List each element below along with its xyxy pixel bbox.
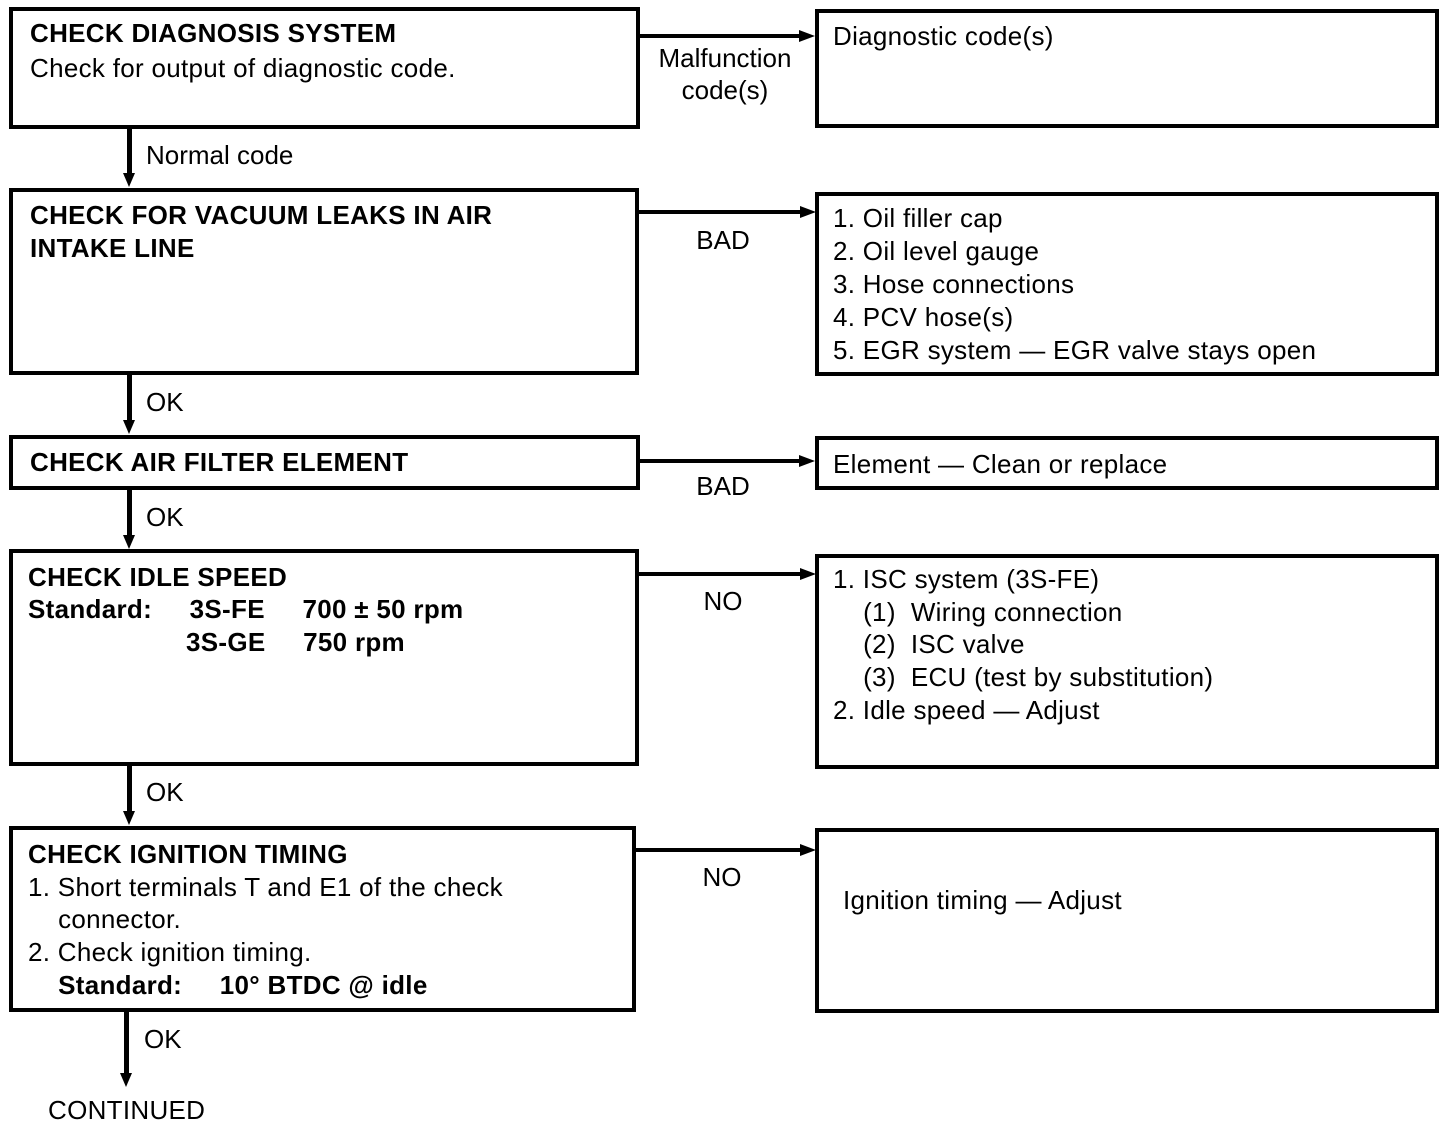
step-3-fail-connector (640, 459, 800, 463)
step-1-fail-arrowhead (799, 30, 815, 42)
step-2-pass-connector (127, 375, 132, 422)
step-2-fail-action-line-3: 3. Hose connections (833, 269, 1075, 299)
step-4-pass-label: OK (146, 777, 184, 807)
step-4-body-line-2: 3S-GE 750 rpm (28, 627, 405, 657)
step-2-pass-arrowhead (123, 420, 135, 434)
step-2-title: CHECK FOR VACUUM LEAKS IN AIR INTAKE LINE (30, 200, 493, 263)
step-5-body-line-3: 2. Check ignition timing. (28, 937, 312, 967)
step-3-pass-connector (127, 490, 132, 537)
step-1-body-line-1: Check for output of diagnostic code. (30, 53, 456, 83)
step-2-fail-action-line-2: 2. Oil level gauge (833, 236, 1040, 266)
step-5-fail-connector (636, 848, 801, 852)
step-1-pass-arrowhead (123, 173, 135, 187)
continued-label: CONTINUED (48, 1095, 206, 1125)
step-3-pass-label: OK (146, 502, 184, 532)
step-5-body-line-1: 1. Short terminals T and E1 of the check (28, 872, 503, 902)
step-5-fail-arrowhead (800, 844, 816, 856)
step-4-fail-connector (639, 572, 801, 576)
step-5-title: CHECK IGNITION TIMING (28, 839, 348, 869)
step-5-fail-action-line-1: Ignition timing — Adjust (843, 885, 1122, 915)
step-4-fail-action-line-5: 2. Idle speed — Adjust (833, 695, 1100, 725)
step-5-body-line-2: connector. (28, 904, 182, 934)
step-5-pass-arrowhead (120, 1073, 132, 1087)
step-3-fail-action-line-1: Element — Clean or replace (833, 449, 1168, 479)
step-4-body-line-1: Standard: 3S-FE 700 ± 50 rpm (28, 594, 464, 624)
step-3-pass-arrowhead (123, 535, 135, 549)
step-1-fail-action-line-1: Diagnostic code(s) (833, 21, 1054, 51)
step-2-fail-label: BAD (696, 225, 750, 255)
step-1-fail-label: Malfunction code(s) (658, 43, 792, 105)
step-4-fail-action-line-2: (1) Wiring connection (833, 597, 1123, 627)
step-2-fail-action-line-1: 1. Oil filler cap (833, 203, 1003, 233)
step-4-fail-action-line-1: 1. ISC system (3S-FE) (833, 564, 1100, 594)
step-5-pass-connector (124, 1012, 129, 1075)
step-3-title: CHECK AIR FILTER ELEMENT (30, 447, 409, 477)
step-4-title: CHECK IDLE SPEED (28, 562, 288, 592)
step-1-pass-connector (127, 129, 132, 175)
step-5-body-line-4: Standard: 10° BTDC @ idle (28, 970, 428, 1000)
step-5-fail-action-box (815, 828, 1439, 1013)
step-2-pass-label: OK (146, 387, 184, 417)
step-2-fail-action-line-5: 5. EGR system — EGR valve stays open (833, 335, 1317, 365)
step-4-pass-connector (127, 766, 132, 813)
step-2-fail-connector (639, 210, 801, 214)
step-3-fail-arrowhead (799, 455, 815, 467)
step-1-fail-connector (640, 34, 800, 38)
step-3-fail-label: BAD (696, 471, 750, 501)
step-5-pass-label: OK (144, 1024, 182, 1054)
step-2-fail-action-line-4: 4. PCV hose(s) (833, 302, 1014, 332)
step-4-pass-arrowhead (123, 811, 135, 825)
step-4-fail-label: NO (703, 586, 743, 616)
step-4-fail-action-line-4: (3) ECU (test by substitution) (833, 662, 1214, 692)
step-5-fail-label: NO (702, 862, 742, 892)
step-4-fail-arrowhead (800, 568, 816, 580)
step-1-pass-label: Normal code (146, 140, 294, 170)
step-2-fail-arrowhead (800, 206, 816, 218)
step-4-fail-action-line-3: (2) ISC valve (833, 629, 1025, 659)
step-1-title: CHECK DIAGNOSIS SYSTEM (30, 18, 397, 48)
